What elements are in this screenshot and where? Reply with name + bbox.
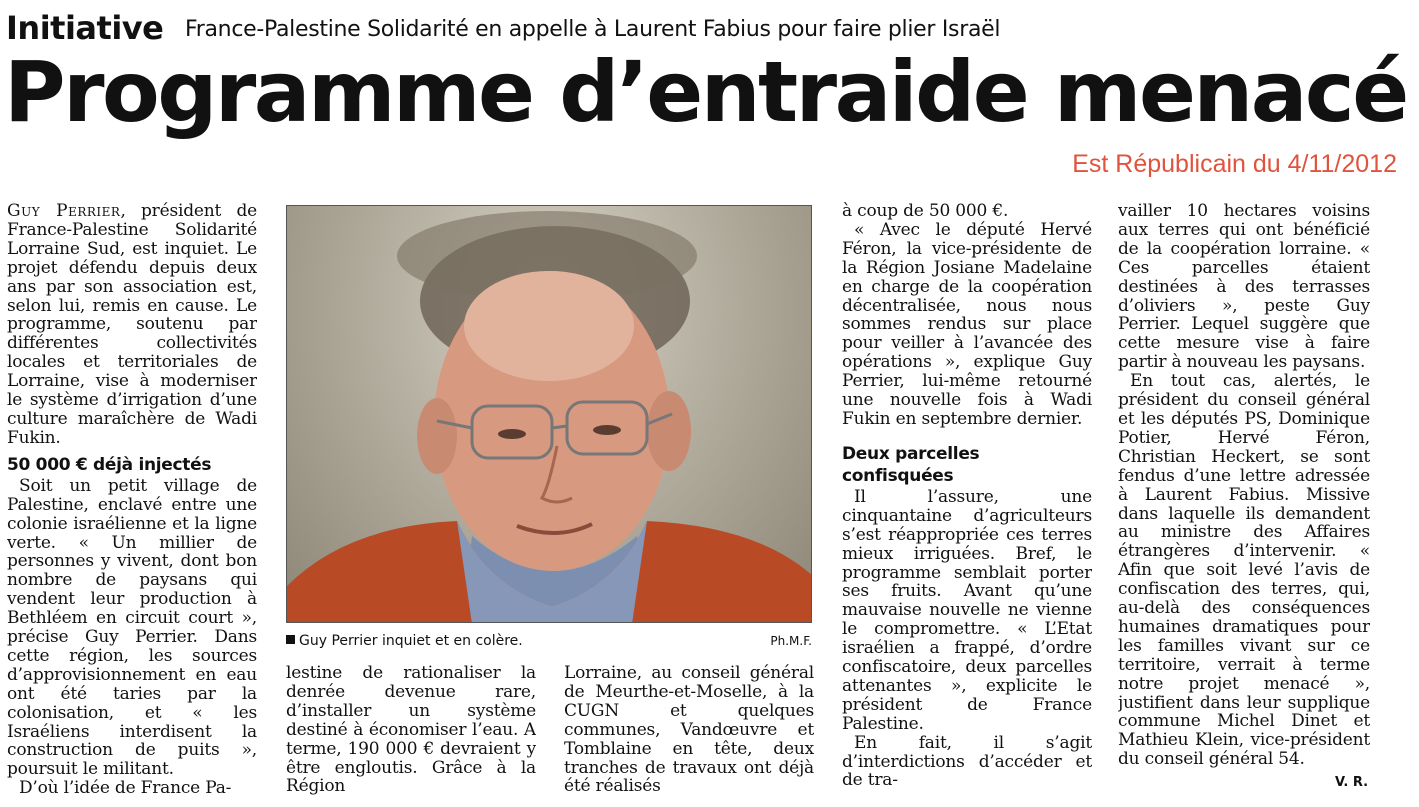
headline: Programme d’entraide menacé (4, 43, 1407, 141)
paragraph-5: Il l’assure, une cinquantaine d’agriculteurs s’est réappropriée ces terres mieux irriguées. Bref, le programme semblait porter ses fruits. Avant qu’une mauvaise nouvelle ne vienne le compromettre. « L’Etat israélien a frappé, d’ordre confiscatoire, deux parcelles attenantes », explicite le président de France Palestine. (842, 486, 1092, 734)
paragraph-6b: vailler 10 hectares voisins aux terres qui ont bénéficié de la coopération lorraine. « Ces parcelles étaient destinées à des terrasses d’oliviers », peste Guy Perrier. Lequel suggère que cette mesure vise à faire partir à nouveau les paysans. (1118, 202, 1370, 373)
article-column-2 (286, 664, 536, 804)
lead-paragraph (7, 202, 257, 448)
article-column-4 (842, 202, 1092, 802)
intertitle-1: 50 000 € déjà injectés (7, 454, 212, 475)
lead-name: Guy Perrier (7, 202, 121, 221)
author-signature: V. R. (1335, 775, 1369, 790)
article-column-3 (564, 664, 814, 804)
paragraph-4: « Avec le député Hervé Féron, la vice-présidente de la Région Josiane Madelaine en charge de la coopération décentralisée, nous nous sommes rendus sur place pour veiller à l’avancée des opérations », explique Guy Perrier, lui-même retourné une nouvelle fois à Wadi Fukin en septembre dernier. (842, 219, 1092, 429)
caption-text: Guy Perrier inquiet et en colère. (299, 633, 523, 649)
paragraph-3b: lestine de rationaliser la denrée devenue rare, d’installer un système destiné à économiser l’eau. A terme, 190 000 € devraient y être engloutis. Grâce à la Région (286, 664, 536, 797)
paragraph-3c: Lorraine, au conseil général de Meurthe-et-Moselle, à la CUGN et quelques communes, Vandœuvre et Tomblaine en tête, deux tranches de travaux ont déjà été réalisés (564, 664, 814, 797)
portrait-photo (286, 205, 812, 623)
source-label: Est Républicain du 4/11/2012 (1072, 150, 1397, 178)
lead-text: , président de France-Palestine Solidarité Lorraine Sud, est inquiet. Le projet défendu depuis deux ans par son association est, selon lui, remis en cause. Le programme, soutenu par différentes collectivités locales et territoriales de Lorraine, vise à moderniser le système d’irrigation d’une culture maraîchère de Wadi Fukin. (7, 202, 257, 448)
paragraph-3d: à coup de 50 000 €. (842, 202, 1009, 221)
paragraph-3a: D’où l’idée de France Pa- (19, 778, 232, 799)
caption-bullet-icon (286, 635, 295, 644)
article-column-1 (7, 202, 257, 802)
paragraph-7: En tout cas, alertés, le président du conseil général et les députés PS, Dominique Potier, Hervé Féron, Christian Heckert, se sont fendus d’une lettre adressée à Laurent Fabius. Missive dans laquelle ils demandent au ministre des Affaires étrangères d’intervenir. « Afin que soit levé l’avis de confiscation des terres, qui, au-delà des conséquences humaines dramatiques pour les familles vivant sur ce territoire, verrait à terme notre projet menacé », justifient dans leur supplique commune Michel Dinet et Mathieu Klein, vice-président du conseil général 54. (1118, 371, 1370, 770)
paragraph-6a: En fait, il s’agit d’interdictions d’accéder et de tra- (842, 732, 1092, 791)
photo-caption (286, 632, 812, 650)
portrait-illustration (287, 206, 812, 623)
intertitle-2: Deux parcelles confisquées (842, 443, 980, 486)
kicker: Initiative (6, 9, 164, 47)
subheadline: France-Palestine Solidarité en appelle à Laurent Fabius pour faire plier Israël (185, 17, 1001, 42)
photo-credit: Ph.M.F. (770, 634, 812, 648)
article-column-5 (1118, 202, 1370, 802)
paragraph-2: Soit un petit village de Palestine, enclavé entre une colonie israélienne et la ligne verte. « Un millier de personnes y vivent, dont bon nombre de paysans qui vendent leur production à Bethléem en circuit court », précise Guy Perrier. Dans cette région, les sources d’approvisionnement en eau ont été taries par la colonisation, et « les Israéliens interdisent la construction de puits », poursuit le militant. (7, 475, 257, 780)
